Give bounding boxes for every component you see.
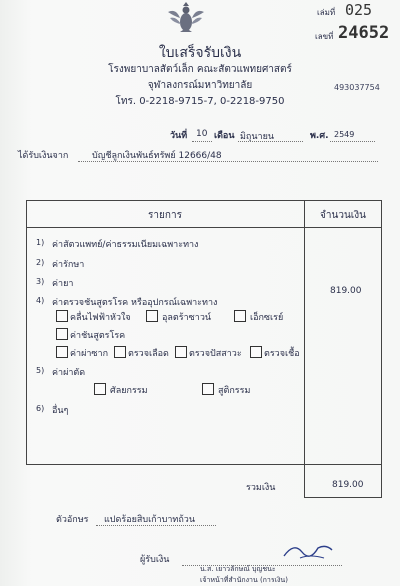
receipt-title: ใบเสร็จรับเงิน [158, 45, 242, 61]
checkbox-obstetrics-label: สูติกรรม [218, 386, 251, 396]
amount-letters-line [96, 525, 216, 526]
row-3-text: ค่ายา [52, 279, 74, 289]
org-name-line2: จุฬาลงกรณ์มหาวิทยาลัย [147, 80, 253, 91]
table-header-border [26, 227, 382, 228]
received-from-line [78, 161, 378, 162]
row-6-text: อื่นๆ [52, 406, 69, 416]
table-col-divider [304, 200, 305, 498]
receiver-title: เจ้าหน้าที่สำนักงาน (การเงิน) [200, 576, 288, 584]
total-label: รวมเงิน [246, 483, 276, 493]
checkbox-culture-test[interactable] [250, 346, 262, 358]
row-1-text: ค่าสัตวแพทย์/ค่าธรรมเนียมเฉพาะทาง [52, 240, 199, 250]
book-number: 025 [345, 1, 373, 19]
date-year-value: 2549 [334, 130, 355, 139]
total-cell-bottom [304, 497, 382, 498]
amount-letters-label: ตัวอักษร [56, 515, 89, 525]
row-3-number: 3) [36, 277, 45, 286]
checkbox-pathology[interactable] [56, 328, 68, 340]
checkbox-necropsy-label: ค่าผ่าซาก [70, 349, 109, 359]
row-1-number: 1) [36, 238, 45, 247]
row-2-number: 2) [36, 258, 45, 267]
checkbox-ultrasound-label: อุลตร้าซาวน์ [162, 313, 212, 323]
checkbox-culture-test-label: ตรวจเชื้อ [264, 349, 300, 359]
date-year-label: พ.ศ. [310, 131, 329, 141]
checkbox-xray[interactable] [234, 310, 246, 322]
org-phone: โทร. 0-2218-9715-7, 0-2218-9750 [115, 96, 285, 107]
book-label: เล่มที่ [317, 8, 336, 17]
receiver-name: น.ส. เยาวลักษณ์ บุญชนะ [200, 565, 276, 573]
amount-letters-value: แปดร้อยสิบเก้าบาทถ้วน [104, 515, 196, 525]
checkbox-surgery-label: ศัลยกรรม [110, 386, 148, 396]
garuda-emblem-icon [166, 2, 206, 36]
table-bottom-border [26, 464, 382, 465]
table-left-border [26, 200, 27, 464]
checkbox-blood-test-label: ตรวจเลือด [128, 349, 169, 359]
row-4-number: 4) [36, 296, 45, 305]
checkbox-ultrasound[interactable] [146, 310, 158, 322]
checkbox-obstetrics[interactable] [202, 383, 214, 395]
checkbox-urine-test[interactable] [175, 346, 187, 358]
row-6-number: 6) [36, 404, 45, 413]
checkbox-surgery[interactable] [94, 383, 106, 395]
row-4-amount: 819.00 [330, 286, 362, 296]
date-month-line [238, 141, 303, 142]
table-top-border [26, 200, 382, 201]
reference-number: 493037754 [334, 83, 380, 92]
row-5-text: ค่าผ่าตัด [52, 368, 86, 378]
column-header-amount: จำนวนเงิน [320, 210, 366, 221]
receiver-label: ผู้รับเงิน [140, 555, 170, 565]
row-4-text: ค่าตรวจชันสูตรโรค หรืออุปกรณ์เฉพาะทาง [52, 298, 218, 308]
row-2-text: ค่ารักษา [52, 260, 85, 270]
date-month-label: เดือน [214, 131, 235, 141]
date-year-line [330, 141, 375, 142]
receipt-number: 24652 [338, 23, 390, 43]
org-name-line1: โรงพยาบาลสัตว์เล็ก คณะสัตวแพทยศาสตร์ [108, 64, 292, 75]
date-month-value: มิถุนายน [240, 132, 275, 142]
checkbox-pathology-label: ค่าชันสูตรโรค [70, 331, 126, 341]
checkbox-urine-test-label: ตรวจปัสสาวะ [189, 349, 242, 359]
date-day-label: วันที่ [170, 131, 188, 141]
checkbox-ecg[interactable] [56, 310, 68, 322]
date-day-line [192, 141, 212, 142]
total-amount: 819.00 [332, 480, 364, 490]
received-from-label: ได้รับเงินจาก [18, 151, 69, 161]
handwritten-signature [280, 538, 336, 562]
receipt-label: เลขที่ [315, 32, 334, 41]
received-from-value: บัญชีลูกเงินพันธ์ทรัพย์ 12666/48 [92, 151, 222, 161]
checkbox-xray-label: เอ็กซเรย์ [250, 313, 284, 323]
table-right-border [381, 200, 382, 498]
checkbox-blood-test[interactable] [114, 346, 126, 358]
row-5-number: 5) [36, 366, 45, 375]
column-header-items: รายการ [148, 210, 182, 221]
checkbox-ecg-label: คลื่นไฟฟ้าหัวใจ [70, 313, 131, 323]
checkbox-necropsy[interactable] [56, 346, 68, 358]
date-day-value: 10 [196, 129, 208, 139]
